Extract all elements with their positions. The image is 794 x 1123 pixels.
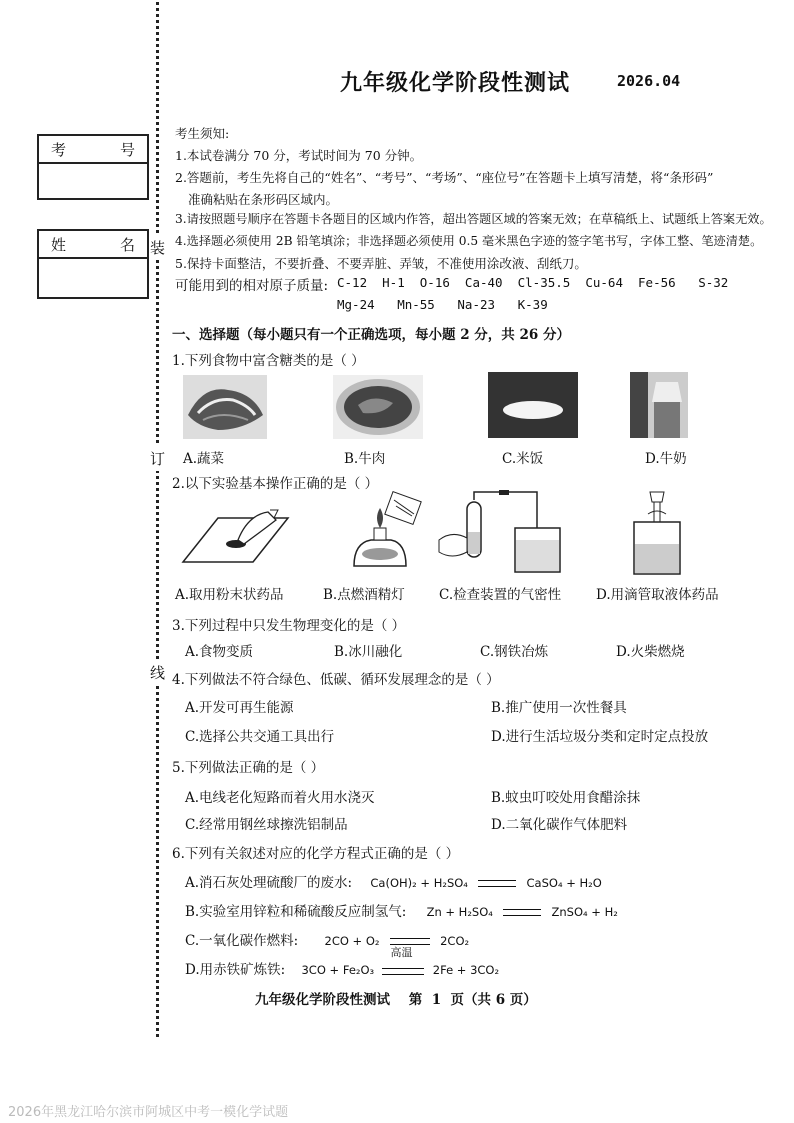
- q1-stem: 1.下列食物中富含糖类的是（ ）: [172, 353, 365, 369]
- exam-number-label-left: 考: [51, 140, 67, 159]
- instruction-1: 1.本试卷满分 70 分，考试时间为 70 分钟。: [175, 148, 423, 163]
- q6-d-products: 2Fe + 3CO₂: [432, 963, 500, 977]
- q6-option-a[interactable]: [185, 871, 602, 891]
- q6-option-c[interactable]: [185, 929, 469, 949]
- q1-option-c[interactable]: C.米饭: [502, 451, 544, 467]
- vegetable-image: [183, 375, 267, 439]
- page-title: 九年级化学阶段性测试: [340, 70, 571, 96]
- q6-d-condition: 高温: [390, 945, 413, 959]
- q1-option-d[interactable]: D.牛奶: [645, 451, 687, 467]
- q6-a-text: A.消石灰处理硫酸厂的废水:: [185, 875, 353, 891]
- exam-date: 2026.04: [617, 72, 681, 90]
- alcohol-lamp-image: [336, 488, 422, 574]
- name-label-right: 名: [119, 235, 135, 254]
- q5-option-d[interactable]: D.二氧化碳作气体肥料: [491, 817, 628, 833]
- instructions-heading: 考生须知:: [175, 126, 230, 141]
- q6-b-reactants: Zn + H₂SO₄: [426, 905, 493, 919]
- q3-option-a[interactable]: A.食物变质: [185, 644, 254, 660]
- atomic-mass-line2: Mg-24 Mn-55 Na-23 K-39: [337, 297, 548, 312]
- exam-number-label-right: 号: [119, 140, 135, 159]
- instruction-3: 3.请按照题号顺序在答题卡各题目的区域内作答，超出答题区域的答案无效；在草稿纸上、试题纸上答案无效。: [175, 212, 772, 226]
- milk-image: [630, 372, 688, 438]
- q6-stem: 6.下列有关叙述对应的化学方程式正确的是（ ）: [172, 846, 460, 862]
- name-field[interactable]: [39, 259, 147, 293]
- margin-char-xian: 线: [150, 660, 165, 685]
- powder-operation-image: [178, 500, 290, 572]
- q6-b-equals: [503, 909, 541, 916]
- q6-a-equals: [478, 880, 516, 887]
- q6-c-products: 2CO₂: [440, 934, 470, 948]
- q4-option-c[interactable]: C.选择公共交通工具出行: [185, 729, 335, 745]
- name-box: [37, 229, 149, 299]
- q2-stem: 2.以下实验基本操作正确的是（ ）: [172, 476, 379, 492]
- q2-option-c[interactable]: C.检查装置的气密性: [439, 587, 562, 603]
- rice-image: [488, 372, 578, 438]
- exam-number-box: [37, 134, 149, 200]
- q6-d-arrow: [382, 945, 424, 979]
- q6-a-products: CaSO₄ + H₂O: [526, 876, 602, 890]
- q6-a-reactants: Ca(OH)₂ + H₂SO₄: [370, 876, 468, 890]
- q3-option-b[interactable]: B.冰川融化: [334, 644, 403, 660]
- q3-stem: 3.下列过程中只发生物理变化的是（ ）: [172, 618, 406, 634]
- q6-d-text: D.用赤铁矿炼铁:: [185, 962, 286, 978]
- q6-option-b[interactable]: [185, 900, 618, 920]
- dropper-image: [622, 488, 692, 578]
- q4-option-b[interactable]: B.推广使用一次性餐具: [491, 700, 627, 716]
- q6-option-d[interactable]: [185, 945, 500, 979]
- instruction-5: 5.保持卡面整洁，不要折叠、不要弄脏、弄皱，不准使用涂改液、刮纸刀。: [175, 256, 587, 271]
- q6-b-text: B.实验室用锌粒和稀硫酸反应制氢气:: [185, 904, 407, 920]
- beef-image: [333, 375, 423, 439]
- name-label-left: 姓: [51, 235, 67, 254]
- q6-c-reactants: 2CO + O₂: [324, 934, 380, 948]
- q4-option-a[interactable]: A.开发可再生能源: [185, 700, 294, 716]
- atomic-mass-label: 可能用到的相对原子质量:: [175, 278, 329, 294]
- q5-option-b[interactable]: B.蚊虫叮咬处用食醋涂抹: [491, 790, 641, 806]
- q2-option-a[interactable]: A.取用粉末状药品: [175, 587, 284, 603]
- q5-option-c[interactable]: C.经常用钢丝球擦洗铝制品: [185, 817, 348, 833]
- section-1-title: 一、选择题（每小题只有一个正确选项，每小题 2 分，共 26 分）: [172, 327, 570, 343]
- q1-option-a[interactable]: A.蔬菜: [183, 451, 225, 467]
- q2-option-d[interactable]: D.用滴管取液体药品: [596, 587, 719, 603]
- q6-b-products: ZnSO₄ + H₂: [551, 905, 618, 919]
- margin-char-ding: 订: [150, 446, 165, 471]
- binding-line: [156, 2, 159, 1037]
- instruction-4: 4.选择题必须使用 2B 铅笔填涂；非选择题必须使用 0.5 毫米黑色字迹的签字笔书写，字体工整、笔迹清楚。: [175, 234, 763, 248]
- q3-option-c[interactable]: C.钢铁冶炼: [480, 644, 549, 660]
- instruction-2-cont: 准确粘贴在条形码区域内。: [188, 192, 339, 207]
- watermark-text: 2026年黑龙江哈尔滨市阿城区中考一模化学试题: [8, 1105, 289, 1120]
- airtightness-check-image: [437, 490, 565, 575]
- atomic-mass-line1: C-12 H-1 O-16 Ca-40 Cl-35.5 Cu-64 Fe-56 S-32: [337, 275, 729, 290]
- q6-c-text: C.一氧化碳作燃料:: [185, 933, 299, 949]
- page-footer: 九年级化学阶段性测试 第 1 页（共 6 页）: [255, 992, 537, 1008]
- exam-number-field[interactable]: [39, 164, 147, 198]
- q4-stem: 4.下列做法不符合绿色、低碳、循环发展理念的是（ ）: [172, 672, 500, 688]
- q6-d-reactants: 3CO + Fe₂O₃: [301, 963, 375, 977]
- q5-stem: 5.下列做法正确的是（ ）: [172, 760, 325, 776]
- instruction-2: 2.答题前，考生先将自己的“姓名”、“考号”、“考场”、“座位号”在答题卡上填写清楚，将“条形码”: [175, 170, 714, 185]
- q4-option-d[interactable]: D.进行生活垃圾分类和定时定点投放: [491, 729, 709, 745]
- q2-option-b[interactable]: B.点燃酒精灯: [323, 587, 405, 603]
- q5-option-a[interactable]: A.电线老化短路而着火用水浇灭: [185, 790, 375, 806]
- q6-d-equals: [382, 968, 424, 975]
- q3-option-d[interactable]: D.火柴燃烧: [616, 644, 685, 660]
- margin-char-zhuang: 装: [150, 235, 165, 260]
- q1-option-b[interactable]: B.牛肉: [344, 451, 386, 467]
